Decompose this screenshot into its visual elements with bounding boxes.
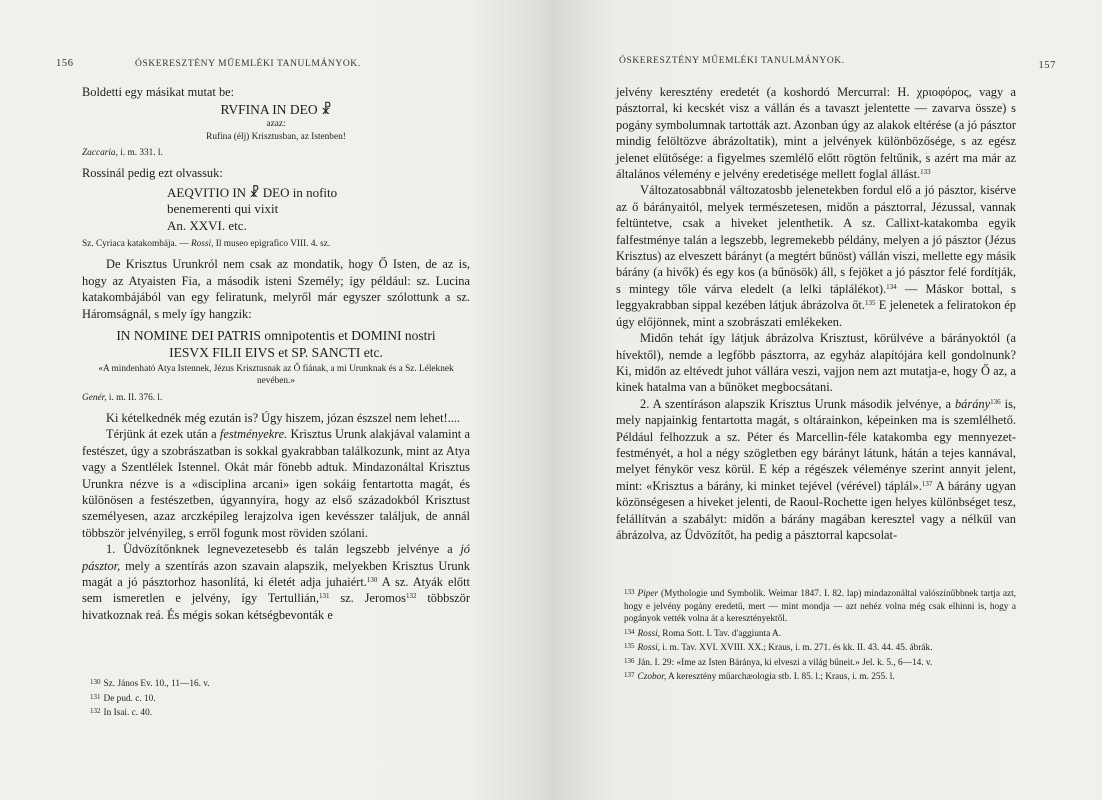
page-number-right: 157 (1038, 60, 1056, 71)
footnote: $^{135}$ Rossi, i. m. Tav. XVI. XVIII. XX.; Kraus, i. m. 271. és kk. II. 43. 44. 45. ábrák. (624, 642, 933, 653)
footnote: $^{137}$ Czobor, A keresztény műarchæologia stb. I. 85. l.; Kraus, i. m. 255. l. (624, 671, 895, 682)
left-body (82, 84, 470, 623)
paragraph: Változatosabbnál változatosbb jelenetekben fordul elő a jó pásztor, kisérve az ő bárányaitól, melyek természetesen, midőn a pásztorral, Jézussal, vannak feltüntetve, csak a hiveket jelenthetik. A sz. Callixt-katakomba egyik falfestménye talán a legszebb, legremekebb példány, melyen a jó pásztor (Jézus Krisztus) az elveszett bárányt (a megtért bűnöst) vállán viszi, mellette egy másik bárány (a hivők) és egy kos (a bűnösök) áll, s fejöket a jó pásztor felé fordítják, s mintegy tőle várva eledelt (a lelki táplálékot).$^{134}$ — Máskor bottal, s leggyakrabban sippal kezében látjuk ábrázolva őt.$^{135}$ E jelenetek a feliratokon ép úgy előjönnek, mint a szobrászati emlékeken. (616, 183, 1016, 329)
footnote: $^{134}$ Rossi, Roma Sott. I. Tav. d'aggiunta A. (624, 627, 782, 639)
footnote: $^{130}$ Sz. János Ev. 10., 11—16. v. (90, 678, 210, 689)
inscription-aequitio (82, 185, 470, 235)
translation-rufina: Rufina (élj) Krisztusban, az Istenben! (206, 131, 346, 142)
intro-line: Boldetti egy másikat mutat be: (82, 85, 235, 99)
inscription-rufina: RVFINA IN DEO ☧ (220, 102, 332, 118)
footnote: $^{131}$ De pud. c. 10. (90, 692, 156, 704)
rossi-intro: Rossinál pedig ezt olvassuk: (82, 166, 223, 181)
right-body (616, 84, 1016, 543)
footnote: $^{132}$ In Isai. c. 40. (90, 707, 153, 718)
paragraph: 2. A szentíráson alapszik Krisztus Urunk második jelvénye, a bárány$^{136}$ is, mely napjainkig fentartotta magát, s oltárainkon, képeinken ma is szemlélhető. Például felhozzuk a sz. Péter és Marcellin-féle katakomba egy mennyezet-festményét, a hol a négy szögletben egy bárányt látunk, hátán a tejes kannával, melyet fénykör vesz körül. E kép a régészek véleménye szerint annyit jelent, mint: «Krisztus a bárány, ki minket tejével (vérével) táplál».$^{137}$ A bárány ugyan közönségesen a hiveket jelenti, de Raoul-Rochette igen helyes különbséget tesz, felállítván a szabályt: midőn a bárány magában keresztel vagy a nélkül van ábrázolva, az Üdvözítőt, ha pedig a pásztorral kapcsolat- (616, 396, 1016, 542)
footnotes-right (624, 586, 1016, 684)
running-title-left: ÓSKERESZTÉNY MŰEMLÉKI TANULMÁNYOK. (135, 59, 361, 69)
translation-in-nomine: «A mindenható Atya Istennek, Jézus Krisztusnak az Ő fiának, a mi Urunknak és a Sz. Léleknek nevében.» (98, 363, 454, 387)
source-gener: Genér, i. m. II. 376. l. (82, 392, 163, 403)
inscription-line: AEQVITIO IN ☧ DEO in nofito (167, 184, 338, 200)
inscription-in-nomine-1: IN NOMINE DEI PATRIS omnipotentis et DOMINI nostri (116, 327, 436, 343)
footnotes-left (90, 676, 430, 720)
paragraph: 1. Üdvözítőnknek legnevezetesebb és talán legszebb jelvénye a jó pásztor, mely a szentírás azon szavain alapszik, melyekben Krisztus Urunk magát a jó pásztorhoz hasonlítá, ki életét adja juhaiért.$^{130}$ A sz. Atyák előtt sem ismeretlen e jelvény, így Tertullián,$^{131}$ sz. Jeromos$^{132}$ többször hivatkoznak reá. És mégis sokan kétségbevonták e (82, 542, 470, 622)
paragraph: jelvény keresztény eredetét (a koshordó Mercurral: H. χριοφόρος, vagy a pásztorral, ki kecskét visz a vállán és a tavaszt jelentette — zavarva össze) s pogány symbolumnak tartották azt. Azonban úgy az alakok eltérése (a jó pásztor mindig felöltözve ábrázoltatik), mint a jelvények különbözősége, s az egész jelenet elütősége: a figyelmes szemlélő előtt rögtön feltűnik, s azért ma már az általános vélemény e jelvény eredetisége mellett foglal állást.$^{133}$ (616, 85, 1016, 182)
footnote: $^{136}$ Ján. I. 29: «Ime az Isten Báránya, ki elveszi a világ bűneit.» Jel. k. 5., 6—14. v. (624, 656, 933, 668)
paragraph: Térjünk át ezek után a festményekre. Krisztus Urunk alakjával valamint a festészet, úgy a szobrászatban is sokkal gyakrabban találkozunk, mint az Atya vagy a Szentlélek Istennel. Okát már fönebb adtuk. Mindazonáltal Krisztus Urunkra nézve is a «disciplina arcani» igen sokáig fentartotta magát, és különösen a festészetben, úgyannyira, hogy az első századokból Krisztust személyesen, azaz arczképileg lerajzolva igen kevésszer találjuk, de annál többször jelvényileg, s erről fogunk most röviden szólani. (82, 427, 470, 540)
page-number-left: 156 (56, 58, 74, 69)
source-zaccaria: Zaccaria, i. m. 331. l. (82, 148, 163, 159)
inscription-line: An. XXVI. etc. (167, 217, 247, 233)
inscription-in-nomine-2: IESVX FILII EIVS et SP. SANCTI etc. (169, 344, 383, 360)
azaz-label: azaz: (266, 119, 286, 130)
inscription-line: benemerenti qui vixit (167, 201, 279, 217)
paragraph: Ki kételkednék még ezután is? Úgy hiszem, józan észszel nem lehet!.... (106, 410, 461, 425)
footnote: $^{133}$ Piper (Mythologie und Symbolik. Weimar 1847. I. 82. lap) mindazonáltal valószínűbbnek tartja azt, hogy e jelvény pogány eredetű, mert — mint mondja — azt nehéz volna még csak elhinni is, hogy a pogányok vették volna át a keresztényektől. (624, 588, 1016, 624)
paragraph: De Krisztus Urunkról nem csak az mondatik, hogy Ő Isten, de az is, hogy az Atyaisten Fia, a második isteni Személy; így például: sz. Lucina katakombájából van egy feliratunk, melyről már egyszer szólottunk a sz. Háromságnál, s mely így hangzik: (82, 257, 470, 321)
source-rossi: Sz. Cyriaca katakombája. — Rossi, Il museo epigrafico VIII. 4. sz. (82, 239, 331, 250)
running-title-right: ÓSKERESZTÉNY MŰEMLÉKI TANULMÁNYOK. (619, 56, 845, 66)
paragraph: Midőn tehát így látjuk ábrázolva Krisztust, körülvéve a bárányoktól (a hívektől), nemde a legfőbb pásztorra, az egyház alapítójára kell gondolnunk? Ki, midőn az eltévedt juhot vállára veszi, vajjon nem azt mutatja-e, hogy Ő az, a kinek hatalma van a bűnöket megbocsátani. (616, 331, 1016, 395)
